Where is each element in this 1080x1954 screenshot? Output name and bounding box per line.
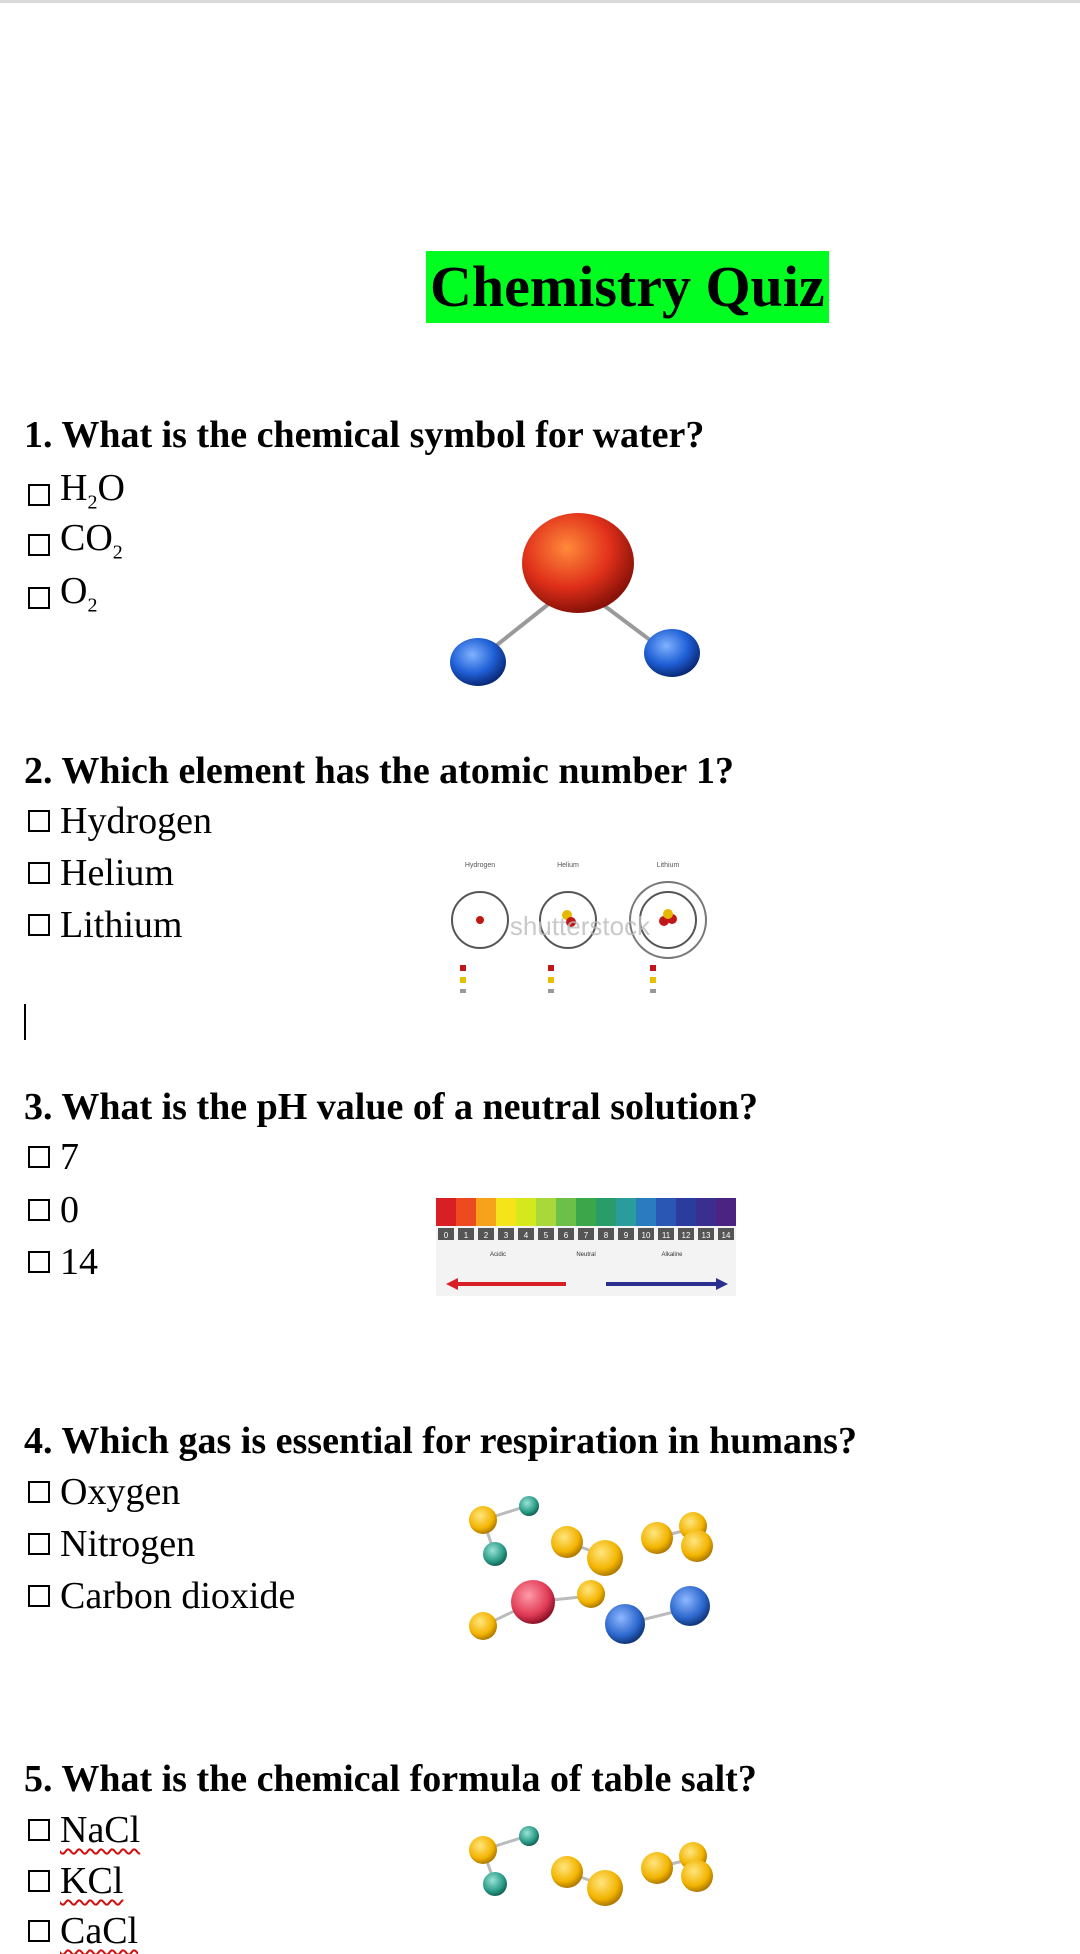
- q4-option-2[interactable]: [28, 1521, 195, 1567]
- q1-option-2[interactable]: [28, 515, 123, 576]
- option-label: Oxygen: [60, 1471, 181, 1513]
- ph-number-label: 4: [523, 1231, 529, 1240]
- question-3: 3. What is the pH value of a neutral solution?: [24, 1086, 759, 1128]
- ph-band: [656, 1198, 676, 1226]
- ph-number-label: 6: [563, 1231, 569, 1240]
- checkbox[interactable]: [28, 1533, 50, 1555]
- q3-option-2[interactable]: [28, 1187, 79, 1233]
- text-cursor: [24, 1004, 26, 1040]
- question-2: 2. Which element has the atomic number 1?: [24, 750, 735, 792]
- salt-molecules-image: [455, 1820, 725, 1920]
- ph-scale-image: [436, 1198, 736, 1296]
- ph-band: [496, 1198, 516, 1226]
- water-molecule-image: [440, 505, 710, 695]
- ph-number-label: 13: [701, 1231, 711, 1240]
- option-label: Nitrogen: [60, 1523, 196, 1565]
- gas-molecules-image: [455, 1490, 725, 1660]
- checkbox[interactable]: [28, 1819, 50, 1841]
- atom-label-lithium: Lithium: [656, 862, 680, 869]
- watermark: shutterstock: [509, 911, 651, 941]
- ph-number-label: 7: [583, 1231, 589, 1240]
- checkbox[interactable]: [28, 810, 50, 832]
- ph-number-label: 1: [463, 1231, 469, 1240]
- q5-option-3[interactable]: [28, 1908, 138, 1954]
- ph-number-label: 2: [483, 1231, 489, 1240]
- q4-option-1[interactable]: [28, 1469, 180, 1515]
- option-label: $CO_2$: [60, 517, 123, 564]
- checkbox[interactable]: [28, 1585, 50, 1607]
- checkbox[interactable]: [28, 1199, 50, 1221]
- ph-caption-acidic: Acidic: [489, 1252, 507, 1258]
- question-4: 4. Which gas is essential for respiration in humans?: [24, 1420, 857, 1462]
- option-label: Lithium: [60, 904, 183, 946]
- checkbox[interactable]: [28, 1870, 50, 1892]
- option-label: 14: [60, 1241, 98, 1283]
- q1-option-3[interactable]: [28, 568, 97, 629]
- checkbox[interactable]: [28, 1146, 50, 1168]
- ph-band: [676, 1198, 696, 1226]
- q2-option-1[interactable]: [28, 798, 212, 844]
- ph-band: [556, 1198, 576, 1226]
- question-5: 5. What is the chemical formula of table salt?: [24, 1758, 757, 1800]
- top-border: [0, 0, 1080, 3]
- ph-number-label: 8: [603, 1231, 609, 1240]
- ph-band: [636, 1198, 656, 1226]
- option-label: 7: [60, 1136, 79, 1178]
- checkbox[interactable]: [28, 862, 50, 884]
- ph-band: [596, 1198, 616, 1226]
- q5-option-1[interactable]: [28, 1807, 140, 1853]
- q2-option-2[interactable]: [28, 850, 174, 896]
- ph-number-label: 10: [641, 1231, 651, 1240]
- option-label: NaCl: [60, 1809, 141, 1851]
- atom-label-hydrogen: Hydrogen: [464, 862, 496, 869]
- atom-models-image: [440, 855, 720, 1005]
- option-label: CaCl: [60, 1910, 139, 1952]
- ph-caption-alkaline: Alkaline: [661, 1252, 683, 1258]
- ph-number-label: 14: [721, 1231, 731, 1240]
- checkbox[interactable]: [28, 1251, 50, 1273]
- ph-band: [516, 1198, 536, 1226]
- q4-option-3[interactable]: [28, 1573, 295, 1619]
- ph-number-label: 12: [681, 1231, 691, 1240]
- ph-number-label: 3: [503, 1231, 509, 1240]
- q3-option-3[interactable]: [28, 1239, 98, 1285]
- checkbox[interactable]: [28, 534, 50, 556]
- option-label: Helium: [60, 852, 174, 894]
- ph-band: [616, 1198, 636, 1226]
- ph-band: [476, 1198, 496, 1226]
- option-label: 0: [60, 1189, 79, 1231]
- option-label: $H_2O$: [60, 467, 125, 514]
- option-label: Hydrogen: [60, 800, 212, 842]
- ph-number-label: 11: [661, 1231, 671, 1240]
- checkbox[interactable]: [28, 587, 50, 609]
- atom-label-helium: Helium: [557, 862, 579, 869]
- ph-number-label: 9: [623, 1231, 629, 1240]
- ph-band: [456, 1198, 476, 1226]
- ph-band: [536, 1198, 556, 1226]
- ph-band: [436, 1198, 456, 1226]
- ph-band: [716, 1198, 736, 1226]
- q3-option-1[interactable]: [28, 1134, 79, 1180]
- q2-option-3[interactable]: [28, 902, 182, 948]
- checkbox[interactable]: [28, 1481, 50, 1503]
- option-label: $O_2$: [60, 570, 98, 617]
- q5-option-2[interactable]: [28, 1858, 123, 1904]
- option-label: KCl: [60, 1860, 124, 1902]
- page-title: Chemistry Quiz: [426, 251, 829, 323]
- checkbox[interactable]: [28, 484, 50, 506]
- ph-number-label: 5: [543, 1231, 549, 1240]
- ph-caption-neutral: Neutral: [576, 1252, 596, 1258]
- checkbox[interactable]: [28, 914, 50, 936]
- checkbox[interactable]: [28, 1920, 50, 1942]
- ph-number-label: 0: [443, 1231, 449, 1240]
- option-label: Carbon dioxide: [60, 1575, 296, 1617]
- question-1: 1. What is the chemical symbol for water?: [24, 414, 705, 456]
- ph-band: [576, 1198, 596, 1226]
- ph-band: [696, 1198, 716, 1226]
